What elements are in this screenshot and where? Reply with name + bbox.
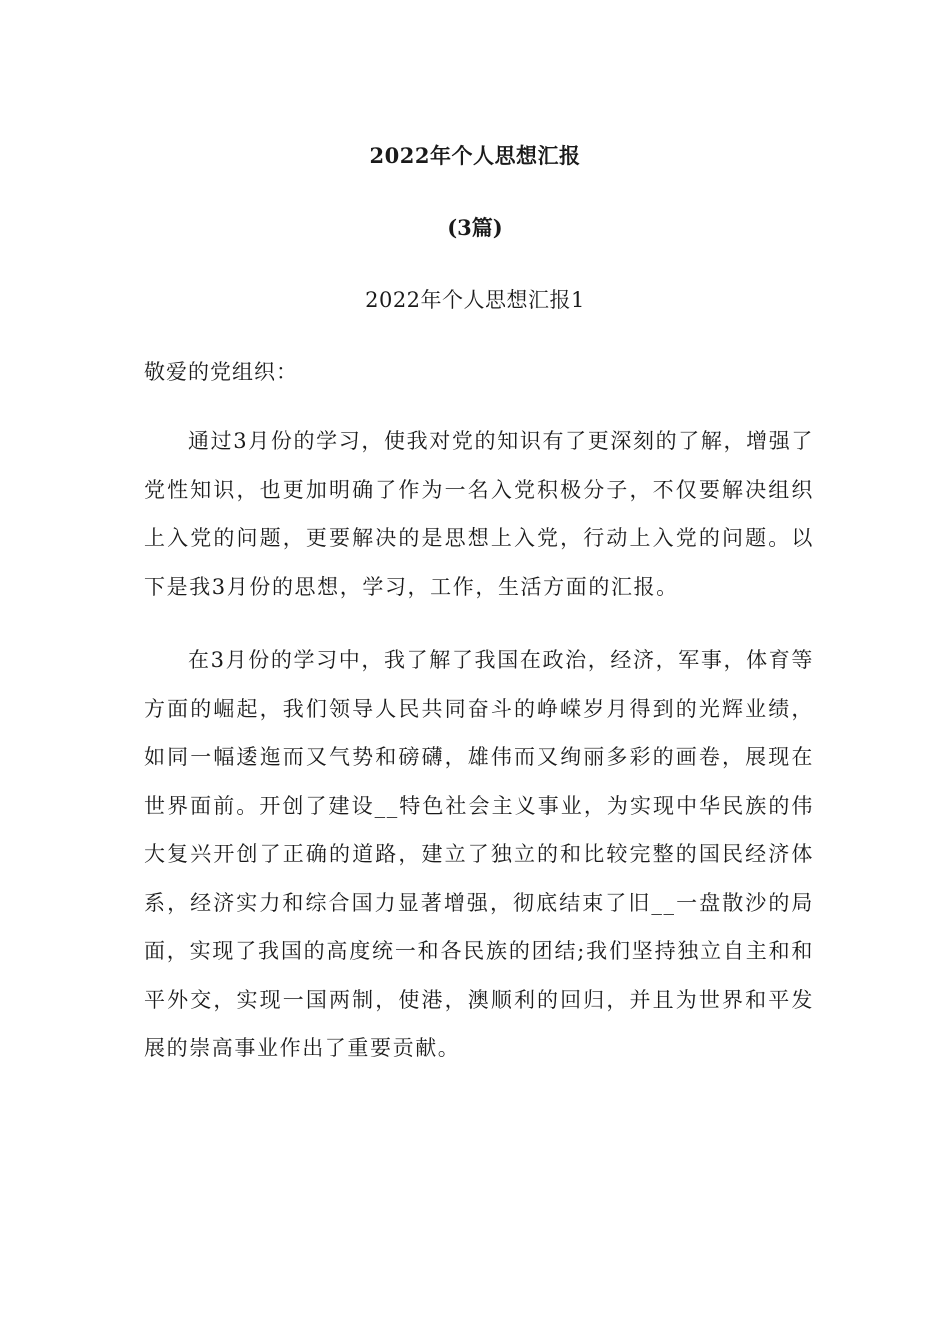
salutation: 敬爱的党组织： — [144, 360, 298, 384]
document-title: 2022年个人思想汇报 — [369, 143, 581, 168]
document-subtitle: (3篇) — [447, 215, 503, 240]
section-heading: 2022年个人思想汇报1 — [365, 288, 585, 312]
body-paragraph: 在3月份的学习中，我了解了我国在政治，经济，军事，体育等方面的崛起，我们领导人民共同奋斗的峥嵘岁月得到的光辉业绩，如同一幅逶迤而又气势和磅礴，雄伟而又绚丽多彩的画卷，展现在世界面前。开创了建设__特色社会主义事业，为实现中华民族的伟大复兴开创了正确的道路，建立了独立的和比较完整的国民经济体系，经济实力和综合国力显著增强，彻底结束了旧__一盘散沙的局面，实现了我国的高度统一和各民族的团结;我们坚持独立自主和和平外交，实现一国两制，使港，澳顺利的回归，并且为世界和平发展的崇高事业作出了重要贡献。 — [144, 648, 814, 1060]
body-paragraph: 通过3月份的学习，使我对党的知识有了更深刻的了解，增强了党性知识，也更加明确了作为一名入党积极分子，不仅要解决组织上入党的问题，更要解决的是思想上入党，行动上入党的问题。以下是我3月份的思想，学习，工作，生活方面的汇报。 — [144, 429, 814, 599]
